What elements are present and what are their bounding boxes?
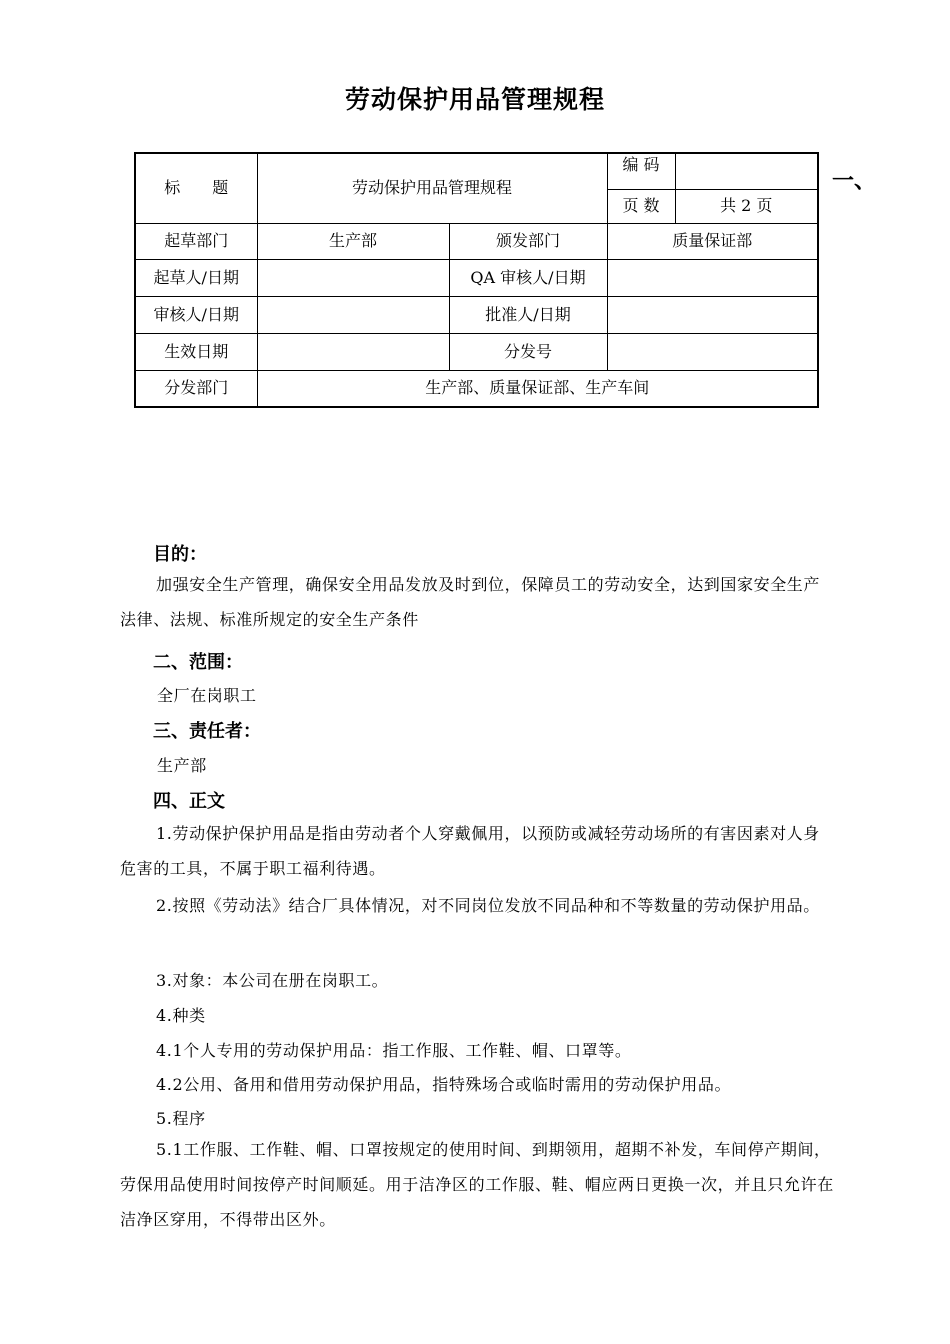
drafter-label: 起草人/日期: [135, 259, 257, 296]
item-4: 4.种类: [156, 1006, 206, 1025]
item-4-2: 4.2公用、备用和借用劳动保护用品，指特殊场合或临时需用的劳动保护用品。: [156, 1075, 732, 1094]
title-label: 标 题: [135, 153, 257, 223]
drafting-dept-label: 起草部门: [135, 223, 257, 259]
body-heading: 四、正文: [153, 791, 225, 812]
pages-label: 页 数: [607, 189, 675, 223]
qa-reviewer-value: [607, 259, 818, 296]
item-5-1: 5.1工作服、工作鞋、帽、口罩按规定的使用时间、到期领用，超期不补发，车间停产期间，劳保用品使用时间按停产时间顺延。用于洁净区的工作服、鞋、帽应两日更换一次，并且只允许在洁净区穿用，不得带出区外。: [120, 1140, 834, 1229]
responsible-text: 生产部: [157, 756, 207, 775]
reviewer-label: 审核人/日期: [135, 296, 257, 333]
pages-value: 共 2 页: [675, 189, 818, 223]
purpose-text: 加强安全生产管理，确保安全用品发放及时到位，保障员工的劳动安全，达到国家安全生产法律、法规、标准所规定的安全生产条件: [120, 575, 821, 629]
distribution-dept-label: 分发部门: [135, 370, 257, 407]
issuing-dept-value: 质量保证部: [607, 223, 818, 259]
item-4-1: 4.1个人专用的劳动保护用品：指工作服、工作鞋、帽、口罩等。: [156, 1041, 632, 1060]
document-control-table: [134, 152, 819, 408]
item-1: 1.劳动保护保护用品是指由劳动者个人穿戴佩用，以预防或减轻劳动场所的有害因素对人身危害的工具，不属于职工福利待遇。: [120, 824, 820, 878]
item-3: 3.对象：本公司在册在岗职工。: [156, 971, 389, 990]
drafting-dept-value: 生产部: [257, 223, 449, 259]
code-label: 编 码: [607, 153, 675, 189]
qa-reviewer-label: QA 审核人/日期: [449, 259, 607, 296]
distribution-no-value: [607, 333, 818, 370]
approver-label: 批准人/日期: [449, 296, 607, 333]
reviewer-value: [257, 296, 449, 333]
approver-value: [607, 296, 818, 333]
scope-heading: 二、范围：: [153, 652, 243, 673]
effective-date-value: [257, 333, 449, 370]
item-2: 2.按照《劳动法》结合厂具体情况，对不同岗位发放不同品种和不等数量的劳动保护用品。: [156, 896, 820, 915]
distribution-dept-value: 生产部、质量保证部、生产车间: [257, 370, 818, 407]
item-5: 5.程序: [156, 1109, 206, 1128]
page-title: 劳动保护用品管理规程: [344, 85, 605, 114]
title-value: 劳动保护用品管理规程: [257, 153, 607, 223]
issuing-dept-label: 颁发部门: [449, 223, 607, 259]
scope-text: 全厂在岗职工: [157, 686, 257, 705]
purpose-heading: 目的：: [153, 544, 207, 565]
responsible-heading: 三、责任者：: [153, 721, 261, 742]
code-value: [675, 153, 818, 189]
drafter-value: [257, 259, 449, 296]
distribution-no-label: 分发号: [449, 333, 607, 370]
effective-date-label: 生效日期: [135, 333, 257, 370]
section-number-mark: 一、: [832, 169, 877, 194]
